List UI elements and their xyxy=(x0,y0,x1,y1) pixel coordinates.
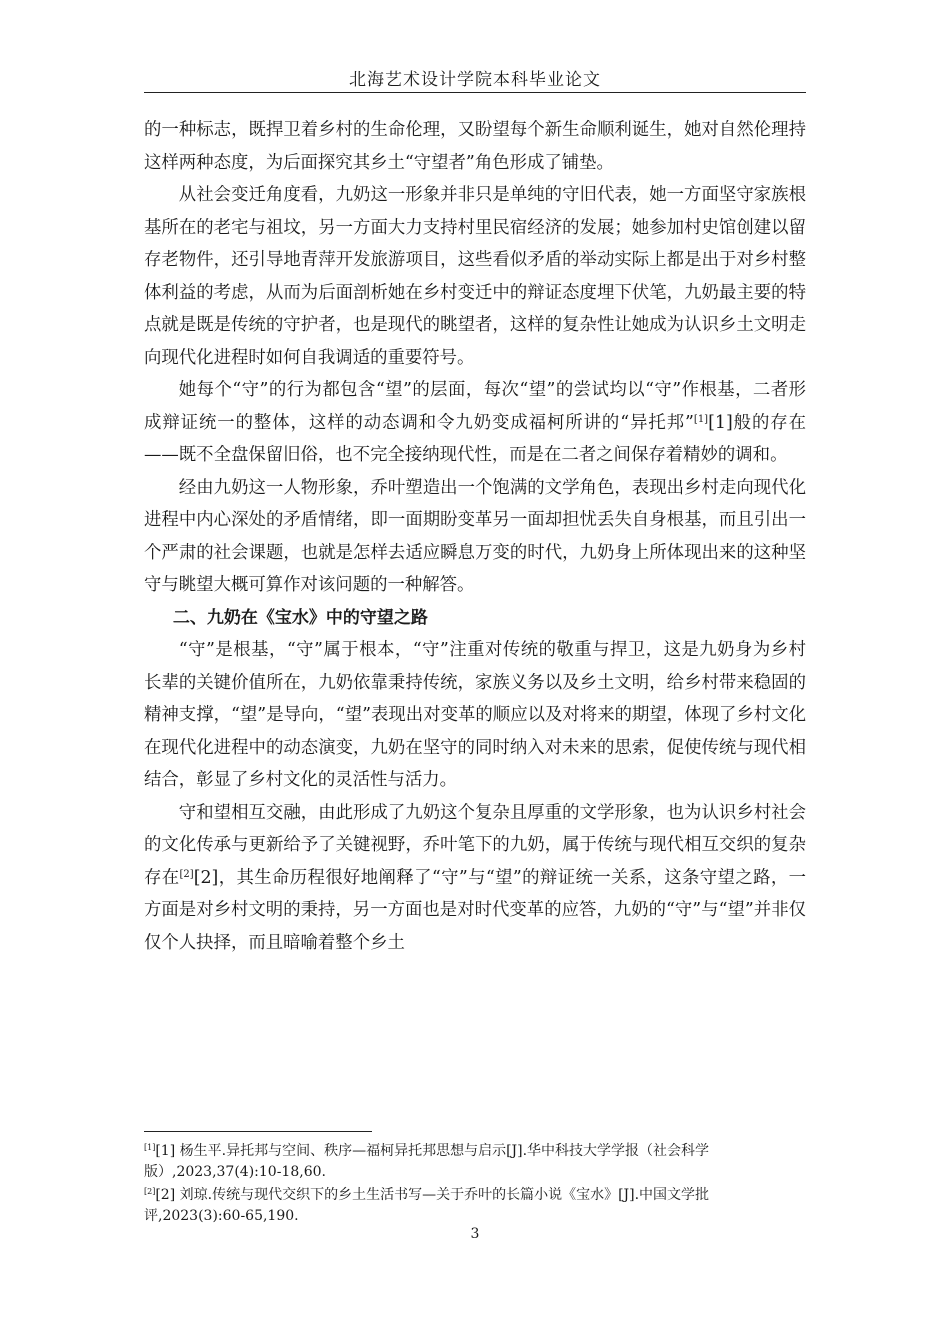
footnote-rule xyxy=(144,1131,372,1132)
footnotes xyxy=(144,1141,806,1229)
footnote-ref[interactable]: [1] xyxy=(693,413,709,425)
running-header: 北海艺术设计学院本科毕业论文 xyxy=(349,70,601,90)
footnote-mark: [2] xyxy=(144,1187,156,1196)
body-paragraph xyxy=(144,374,806,472)
body-paragraph xyxy=(144,797,806,960)
body-text xyxy=(144,114,806,959)
footnote-text: [2] 刘琼.传统与现代交织下的乡土生活书写—关于乔叶的长篇小说《宝水》[J].中国文学批评,2023(3):60-65,190. xyxy=(144,1187,710,1224)
footnote-text: [1] 杨生平.异托邦与空间、秩序—福柯异托邦思想与启示[J].华中科技大学学报（社会科学版）,2023,37(4):10-18,60. xyxy=(144,1143,710,1180)
body-paragraph: 从社会变迁角度看，九奶这一形象并非只是单纯的守旧代表，她一方面坚守家族根基所在的老宅与祖坟，另一方面大力支持村里民宿经济的发展；她参加村史馆创建以留存老物件，还引导地青萍开发旅游项目，这些看似矛盾的举动实际上都是出于对乡村整体利益的考虑，从而为后面剖析她在乡村变迁中的辩证态度埋下伏笔，九奶最主要的特点就是既是传统的守护者，也是现代的眺望者，这样的复杂性让她成为认识乡土文明走向现代化进程时如何自我调适的重要符号。 xyxy=(144,185,806,368)
header-rule xyxy=(144,92,806,93)
body-paragraph: 的一种标志，既捍卫着乡村的生命伦理，又盼望每个新生命顺利诞生，她对自然伦理持这样两种态度，为后面探究其乡土“守望者”角色形成了铺垫。 xyxy=(144,120,806,173)
body-paragraph: 经由九奶这一人物形象，乔叶塑造出一个饱满的文学角色，表现出乡村走向现代化进程中内心深处的矛盾情绪，即一面期盼变革另一面却担忧丢失自身根基，而且引出一个严肃的社会课题，也就是怎样去适应瞬息万变的时代，九奶身上所体现出来的这种坚守与眺望大概可算作对该问题的一种解答。 xyxy=(144,477,806,595)
paragraph-text: 守和望相互交融，由此形成了九奶这个复杂且厚重的文学形象，也为认识乡村社会的文化传承与更新给予了关键视野，乔叶笔下的九奶，属于传统与现代相互交织的复杂存在 xyxy=(144,802,806,888)
footnote xyxy=(144,1185,806,1227)
paragraph-text: [1]般的存在——既不全盘保留旧俗，也不完全接纳现代性，而是在二者之间保存着精妙的调和。 xyxy=(144,412,806,465)
section-heading: 二、九奶在《宝水》中的守望之路 xyxy=(172,607,428,628)
footnote xyxy=(144,1141,806,1183)
paragraph-text: 她每个“守”的行为都包含“望”的层面，每次“望”的尝试均以“守”作根基，二者形成辩证统一的整体，这样的动态调和令九奶变成福柯所讲的“异托邦” xyxy=(144,380,806,433)
footnote-mark: [1] xyxy=(144,1143,156,1152)
paragraph-text: [2]，其生命历程很好地阐释了“守”与“望”的辩证统一关系，这条守望之路，一方面是对乡村文明的秉持，另一方面也是对时代变革的应答，九奶的“守”与“望”并非仅仅个人抉择，而且暗喻着整个乡土 xyxy=(144,867,806,953)
page-number: 3 xyxy=(470,1226,480,1242)
body-paragraph: “守”是根基，“守”属于根本，“守”注重对传统的敬重与捍卫，这是九奶身为乡村长辈的关键价值所在，九奶依靠秉持传统，家族义务以及乡土文明，给乡村带来稳固的精神支撑，“望”是导向，“望”表现出对变革的顺应以及对将来的期望，体现了乡村文化在现代化进程中的动态演变，九奶在坚守的同时纳入对未来的思索，促使传统与现代相结合，彰显了乡村文化的灵活性与活力。 xyxy=(144,640,806,790)
footnote-ref[interactable]: [2] xyxy=(179,868,194,880)
